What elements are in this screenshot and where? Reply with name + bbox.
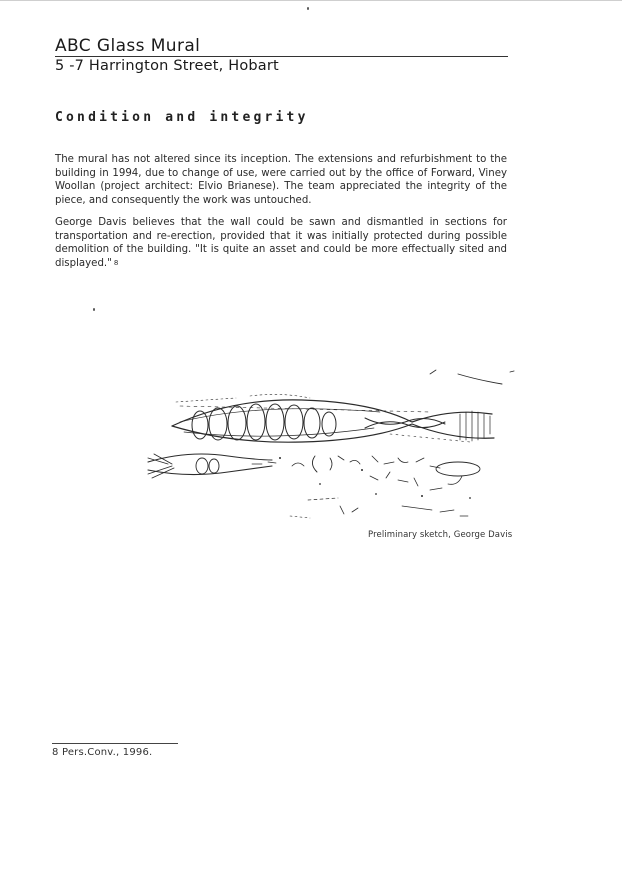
footnote: 8 Pers.Conv., 1996. — [52, 747, 153, 758]
page-top-edge — [0, 0, 622, 1]
paragraph — [55, 153, 507, 207]
sketch-stroke — [458, 374, 502, 384]
document-header — [55, 36, 510, 75]
sketch-stroke — [448, 476, 462, 484]
paragraph-text: The mural has not altered since its inception. The extensions and refurbishment to the building in 1994, due to change of use, were carried out by the office of Forward, Viney Woollan (project architect: Elvio Brianese). The team appreciated the integrity of the piece, and consequently the work was untouched. — [55, 154, 507, 206]
sketch-stroke — [436, 462, 480, 476]
sketch-stroke — [322, 412, 336, 436]
sketch-stroke — [372, 456, 408, 464]
figure-caption: Preliminary sketch, George Davis — [368, 530, 513, 540]
footnote-marker: 8 — [113, 258, 119, 267]
sketch-stroke — [252, 462, 304, 466]
sketch-dot — [469, 497, 471, 499]
sketch-stroke — [416, 458, 440, 468]
document-address: 5 -7 Harrington Street, Hobart — [55, 58, 279, 74]
sketch-dot — [421, 495, 423, 497]
sketch-stroke — [285, 405, 303, 439]
sketch-stroke — [340, 506, 358, 514]
sketch-stroke — [176, 398, 236, 402]
paragraph — [55, 216, 507, 270]
sketch-stroke — [330, 456, 360, 470]
sketch-dot — [361, 469, 363, 471]
sketch-stroke — [312, 456, 317, 472]
document-title: ABC Glass Mural — [55, 36, 201, 56]
footnote-rule — [52, 743, 178, 744]
scan-speck — [307, 7, 309, 10]
sketch-stroke — [290, 516, 310, 518]
sketch-dot — [279, 457, 281, 459]
paragraph-text: George Davis believes that the wall could be sawn and dismantled in sections for transportation and re-erection, provided that it was initially protected during possible demolition of the building. "It is quite an asset and could be more effectually sited and displayed." — [55, 217, 507, 269]
sketch-stroke — [304, 408, 320, 438]
sketch-stroke — [250, 394, 310, 398]
sketch-dot — [319, 483, 321, 485]
sketch-stroke — [209, 459, 219, 473]
sketch-stroke — [402, 506, 468, 516]
sketch-stroke — [390, 434, 470, 442]
sketch-stroke — [308, 498, 338, 500]
sketch-stroke — [247, 404, 265, 440]
preliminary-sketch — [140, 366, 520, 526]
sketch-stroke — [228, 406, 246, 440]
sketch-stroke — [148, 454, 174, 478]
sketch-stroke — [370, 472, 442, 490]
sketch-stroke — [510, 371, 514, 372]
sketch-stroke — [196, 458, 208, 474]
section-heading: Condition and integrity — [55, 110, 309, 125]
sketch-stroke — [460, 411, 490, 441]
sketch-stroke — [184, 428, 374, 436]
sketch-dot — [375, 493, 377, 495]
sketch-stroke — [430, 370, 436, 374]
scan-speck — [93, 308, 95, 311]
